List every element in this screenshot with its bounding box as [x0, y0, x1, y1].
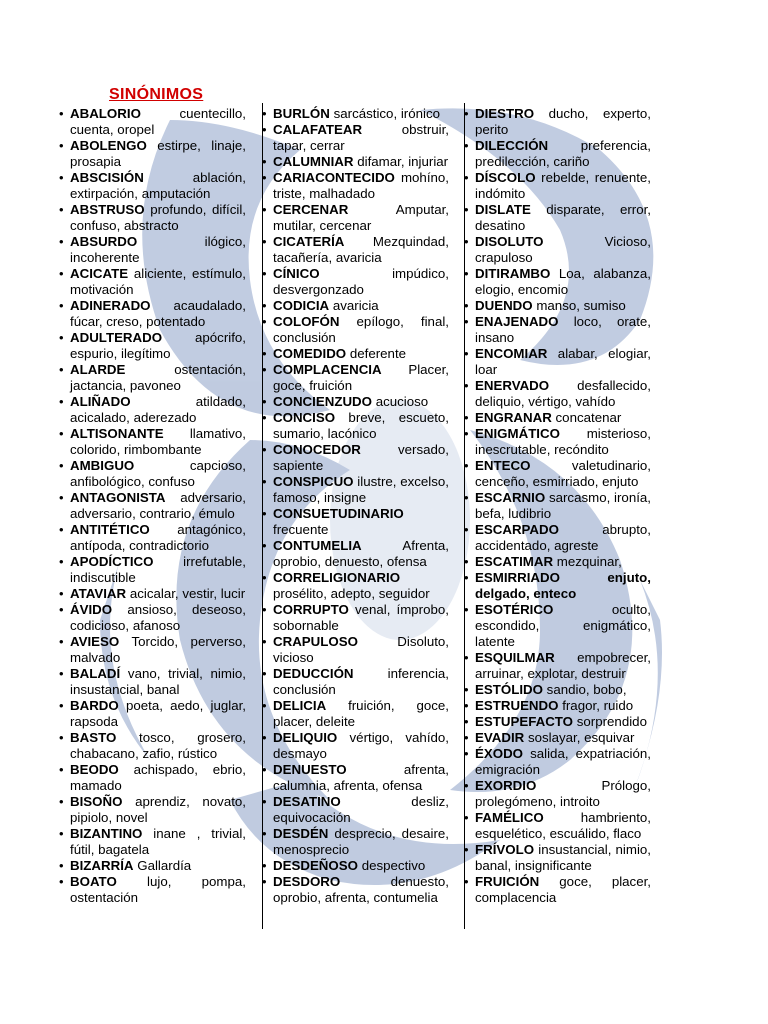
synonym-entry — [261, 170, 449, 202]
entry-definition: lujo, pompa, ostentación — [70, 874, 246, 905]
entry-definition: preferencia, predilección, cariño — [475, 138, 651, 169]
synonym-entry — [261, 730, 449, 762]
synonym-entry — [261, 858, 449, 874]
entry-definition: loco, orate, insano — [475, 314, 651, 345]
entry-definition: inferencia, conclusión — [273, 666, 449, 697]
entry-definition: Disoluto, vicioso — [273, 634, 449, 665]
entry-definition: sandio, bobo, — [546, 682, 627, 697]
entry-term: DESATINO — [273, 794, 341, 809]
synonym-entry — [261, 634, 449, 666]
entry-term: ABSURDO — [70, 234, 138, 249]
entry-definition: Mezquindad, tacañería, avaricia — [273, 234, 449, 265]
entry-term: AVIESO — [70, 634, 120, 649]
synonym-entry — [463, 682, 651, 698]
entry-term: ESTRUENDO — [475, 698, 559, 713]
entry-term: FRUICIÓN — [475, 874, 540, 889]
entry-term: DESDÉN — [273, 826, 329, 841]
entry-term: CICATERÍA — [273, 234, 345, 249]
entry-definition: oculto, escondido, enigmático, latente — [475, 602, 651, 649]
synonym-column-1 — [58, 106, 246, 906]
entry-definition: desprecio, desaire, menosprecio — [273, 826, 449, 857]
entry-term: BALADÍ — [70, 666, 121, 681]
synonym-entry — [58, 874, 246, 906]
entry-term: ADULTERADO — [70, 330, 163, 345]
entry-definition: valetudinario, cenceño, esmirriado, enjuto — [475, 458, 651, 489]
entry-term: CORRELIGIONARIO — [273, 570, 401, 585]
synonym-entry — [58, 202, 246, 234]
entry-definition: adversario, adversario, contrario, émulo — [70, 490, 246, 521]
entry-definition: Gallardía — [137, 858, 192, 873]
entry-term: CONSPICUO — [273, 474, 354, 489]
synonym-entry — [463, 426, 651, 458]
synonym-entry — [58, 554, 246, 586]
synonym-entry — [58, 234, 246, 266]
synonym-entry — [261, 362, 449, 394]
entry-term: ÁVIDO — [70, 602, 113, 617]
synonym-entry — [261, 314, 449, 346]
synonym-entry — [261, 826, 449, 858]
synonym-entry — [463, 410, 651, 426]
entry-term: ESQUILMAR — [475, 650, 555, 665]
synonym-entry — [463, 138, 651, 170]
synonym-entry — [463, 378, 651, 410]
entry-term: ENAJENADO — [475, 314, 559, 329]
entry-term: ESCATIMAR — [475, 554, 554, 569]
entry-term: CODICIA — [273, 298, 330, 313]
entry-definition: misterioso, inescrutable, recóndito — [475, 426, 651, 457]
entry-term: APODÍCTICO — [70, 554, 154, 569]
synonym-entry — [261, 106, 449, 122]
entry-term: DESDORO — [273, 874, 341, 889]
synonym-entry — [58, 522, 246, 554]
synonym-entry — [261, 506, 449, 538]
entry-term: COMPLACENCIA — [273, 362, 382, 377]
synonym-entry — [463, 874, 651, 906]
entry-term: CONCISO — [273, 410, 336, 425]
entry-definition: atildado, acicalado, aderezado — [70, 394, 246, 425]
entry-definition: llamativo, colorido, rimbombante — [70, 426, 246, 457]
entry-term: DUENDO — [475, 298, 533, 313]
synonym-entry — [261, 570, 449, 602]
entry-term: CRAPULOSO — [273, 634, 358, 649]
entry-definition: acucioso — [375, 394, 429, 409]
synonym-entry — [58, 666, 246, 698]
entry-definition: abrupto, accidentado, agreste — [475, 522, 651, 553]
entry-term: CALAFATEAR — [273, 122, 363, 137]
entry-term: CÍNICO — [273, 266, 320, 281]
entry-term: ALARDE — [70, 362, 126, 377]
entry-term: FAMÉLICO — [475, 810, 544, 825]
entry-term: BIZARRÍA — [70, 858, 134, 873]
entry-definition: salida, expatriación, emigración — [475, 746, 651, 777]
entry-term: COLOFÓN — [273, 314, 340, 329]
synonym-entry — [463, 346, 651, 378]
entry-definition: estirpe, linaje, prosapia — [70, 138, 246, 169]
entry-term: DISLATE — [475, 202, 531, 217]
synonym-entry — [463, 602, 651, 650]
entry-definition: insustancial, nimio, banal, insignificante — [475, 842, 651, 873]
entry-term: EVADIR — [475, 730, 525, 745]
synonym-entry — [463, 298, 651, 314]
entry-term: DISOLUTO — [475, 234, 544, 249]
entry-definition: soslayar, esquivar — [527, 730, 635, 745]
entry-term: ABALORIO — [70, 106, 141, 121]
entry-term: BEODO — [70, 762, 119, 777]
synonym-entry — [463, 202, 651, 234]
entry-term: DILECCIÓN — [475, 138, 549, 153]
entry-definition: ostentación, jactancia, pavoneo — [70, 362, 246, 393]
entry-definition: frecuente — [273, 522, 329, 537]
entry-term: CONOCEDOR — [273, 442, 361, 457]
entry-term: COMEDIDO — [273, 346, 347, 361]
entry-definition: alabar, elogiar, loar — [475, 346, 651, 377]
synonym-entry — [58, 458, 246, 490]
entry-term: DITIRAMBO — [475, 266, 551, 281]
entry-term: FRÍVOLO — [475, 842, 535, 857]
entry-definition: ablación, extirpación, amputación — [70, 170, 246, 201]
entry-term: BASTO — [70, 730, 117, 745]
entry-definition: cuentecillo, cuenta, oropel — [70, 106, 246, 137]
synonym-entry — [261, 666, 449, 698]
entry-definition: prosélito, adepto, seguidor — [273, 586, 430, 601]
synonym-entry — [463, 170, 651, 202]
entry-definition: sarcástico, irónico — [333, 106, 441, 121]
entry-definition: desfallecido, deliquio, vértigo, vahído — [475, 378, 651, 409]
entry-definition: irrefutable, indiscutible — [70, 554, 246, 585]
synonym-entry — [261, 346, 449, 362]
synonym-entry — [261, 122, 449, 154]
entry-term: EXORDIO — [475, 778, 537, 793]
entry-definition: aliciente, estímulo, motivación — [70, 266, 246, 297]
entry-term: DÍSCOLO — [475, 170, 536, 185]
entry-term: ABSCISIÓN — [70, 170, 144, 185]
entry-term: ESCARNIO — [475, 490, 546, 505]
synonym-entry — [463, 314, 651, 346]
synonym-entry — [261, 538, 449, 570]
entry-term: BOATO — [70, 874, 117, 889]
entry-definition: enjuto, delgado, enteco — [475, 570, 651, 601]
entry-definition: vértigo, vahído, desmayo — [273, 730, 449, 761]
entry-definition: inane , trivial, fútil, bagatela — [70, 826, 246, 857]
entry-term: ESTUPEFACTO — [475, 714, 574, 729]
entry-term: AMBIGUO — [70, 458, 135, 473]
synonym-entry — [261, 154, 449, 170]
entry-term: CALUMNIAR — [273, 154, 354, 169]
synonym-entry — [58, 490, 246, 522]
entry-definition: denuesto, oprobio, afrenta, contumelia — [273, 874, 449, 905]
synonym-entry — [261, 394, 449, 410]
entry-term: DEDUCCIÓN — [273, 666, 354, 681]
entry-definition: Afrenta, oprobio, denuesto, ofensa — [273, 538, 449, 569]
entry-definition: ilógico, incoherente — [70, 234, 246, 265]
entry-definition: goce, placer, complacencia — [475, 874, 651, 905]
entry-term: DELIQUIO — [273, 730, 338, 745]
entry-definition: empobrecer, arruinar, explotar, destruir — [475, 650, 651, 681]
synonym-entry — [58, 602, 246, 634]
entry-definition: afrenta, calumnia, afrenta, ofensa — [273, 762, 449, 793]
entry-term: ADINERADO — [70, 298, 151, 313]
entry-definition: disparate, error, desatino — [475, 202, 651, 233]
synonym-entry — [58, 426, 246, 458]
synonym-entry — [58, 826, 246, 858]
synonym-entry — [261, 474, 449, 506]
entry-definition: epílogo, final, conclusión — [273, 314, 449, 345]
entry-term: ENERVADO — [475, 378, 550, 393]
synonym-entry — [261, 602, 449, 634]
entry-definition: versado, sapiente — [273, 442, 449, 473]
synonym-entry — [463, 266, 651, 298]
entry-term: CORRUPTO — [273, 602, 349, 617]
entry-definition: manso, sumiso — [536, 298, 626, 313]
entry-term: ABOLENGO — [70, 138, 147, 153]
entry-term: ACICATE — [70, 266, 129, 281]
synonym-entry — [463, 458, 651, 490]
synonym-entry — [261, 794, 449, 826]
entry-definition: breve, escueto, sumario, lacónico — [273, 410, 449, 441]
synonym-entry — [261, 762, 449, 794]
entry-definition: fragor, ruido — [562, 698, 634, 713]
synonym-entry — [58, 634, 246, 666]
entry-term: ÉXODO — [475, 746, 524, 761]
entry-definition: antagónico, antípoda, contradictorio — [70, 522, 246, 553]
synonym-entry — [261, 874, 449, 906]
entry-term: ENIGMÁTICO — [475, 426, 560, 441]
synonym-entry — [58, 170, 246, 202]
entry-definition: Torcido, perverso, malvado — [70, 634, 246, 665]
synonym-entry — [463, 778, 651, 810]
entry-term: DIESTRO — [475, 106, 535, 121]
synonym-entry — [261, 410, 449, 442]
synonym-entry — [58, 858, 246, 874]
entry-definition: Amputar, mutilar, cercenar — [273, 202, 449, 233]
entry-term: CARIACONTECIDO — [273, 170, 395, 185]
entry-term: BISOÑO — [70, 794, 123, 809]
entry-definition: achispado, ebrio, mamado — [70, 762, 246, 793]
entry-definition: ansioso, deseoso, codicioso, afanoso — [70, 602, 246, 633]
entry-definition: tosco, grosero, chabacano, zafio, rústico — [70, 730, 246, 761]
entry-definition: hambriento, esquelético, escuálido, flaco — [475, 810, 651, 841]
entry-term: ENTECO — [475, 458, 531, 473]
synonym-entry — [463, 730, 651, 746]
entry-definition: vano, trivial, nimio, insustancial, banal — [70, 666, 246, 697]
entry-definition: difamar, injuriar — [357, 154, 449, 169]
entry-term: BIZANTINO — [70, 826, 143, 841]
entry-definition: despectivo — [361, 858, 426, 873]
entry-definition: obstruir, tapar, cerrar — [273, 122, 449, 153]
entry-term: ENCOMIAR — [475, 346, 548, 361]
entry-definition: avaricia — [332, 298, 379, 313]
entry-definition: Placer, goce, fruición — [273, 362, 449, 393]
entry-definition: sorprendido — [576, 714, 647, 729]
entry-definition: rebelde, renuente, indómito — [475, 170, 651, 201]
entry-definition: impúdico, desvergonzado — [273, 266, 449, 297]
synonym-entry — [463, 570, 651, 602]
entry-definition: Vicioso, crapuloso — [475, 234, 651, 265]
entry-definition: ducho, experto, perito — [475, 106, 651, 137]
synonym-entry — [58, 266, 246, 298]
synonym-entry — [463, 698, 651, 714]
entry-definition: capcioso, anfibológico, confuso — [70, 458, 246, 489]
entry-term: ALTISONANTE — [70, 426, 164, 441]
entry-term: BURLÓN — [273, 106, 330, 121]
synonym-entry — [463, 746, 651, 778]
synonym-column-3 — [463, 106, 651, 906]
synonym-entry — [58, 362, 246, 394]
entry-definition: fruición, goce, placer, deleite — [273, 698, 449, 729]
entry-definition: deferente — [349, 346, 407, 361]
synonym-entry — [58, 330, 246, 362]
entry-term: ALIÑADO — [70, 394, 131, 409]
entry-term: CONCIENZUDO — [273, 394, 372, 409]
synonym-entry — [261, 266, 449, 298]
entry-definition: Prólogo, prolegómeno, introito — [475, 778, 651, 809]
synonym-entry — [463, 554, 651, 570]
synonym-column-2 — [261, 106, 449, 906]
synonym-entry — [261, 298, 449, 314]
entry-definition: acaudalado, fúcar, creso, potentado — [70, 298, 246, 329]
synonym-entry — [58, 298, 246, 330]
entry-term: BARDO — [70, 698, 119, 713]
entry-definition: sarcasmo, ironía, befa, ludibrio — [475, 490, 651, 521]
entry-term: DESDEÑOSO — [273, 858, 358, 873]
entry-term: DENUESTO — [273, 762, 347, 777]
synonym-entry — [261, 698, 449, 730]
entry-term: CONSUETUDINARIO — [273, 506, 404, 521]
entry-term: CERCENAR — [273, 202, 349, 217]
entry-definition: mezquinar, — [556, 554, 622, 569]
entry-term: CONTUMELIA — [273, 538, 362, 553]
synonym-entry — [58, 762, 246, 794]
entry-term: ESTÓLIDO — [475, 682, 543, 697]
synonym-entry — [463, 106, 651, 138]
entry-definition: ilustre, excelso, famoso, insigne — [273, 474, 449, 505]
entry-definition: profundo, difícil, confuso, abstracto — [70, 202, 246, 233]
entry-definition: desliz, equivocación — [273, 794, 449, 825]
entry-definition: aprendiz, novato, pipiolo, novel — [70, 794, 246, 825]
synonym-entry — [463, 650, 651, 682]
entry-definition: poeta, aedo, juglar, rapsoda — [70, 698, 246, 729]
synonym-entry — [58, 586, 246, 602]
entry-definition: Loa, alabanza, elogio, encomio — [475, 266, 651, 297]
entry-term: ESMIRRIADO — [475, 570, 560, 585]
synonym-entry — [58, 698, 246, 730]
synonym-entry — [58, 730, 246, 762]
synonym-entry — [58, 794, 246, 826]
synonym-entry — [58, 138, 246, 170]
synonym-entry — [463, 810, 651, 842]
entry-term: DELICIA — [273, 698, 327, 713]
entry-term: ESCARPADO — [475, 522, 559, 537]
entry-definition: venal, ímprobo, sobornable — [273, 602, 449, 633]
entry-definition: acicalar, vestir, lucir — [129, 586, 246, 601]
synonym-entry — [261, 202, 449, 234]
synonym-entry — [261, 234, 449, 266]
synonym-entry — [58, 106, 246, 138]
synonym-entry — [463, 842, 651, 874]
entry-definition: apócrifo, espurio, ilegítimo — [70, 330, 246, 361]
entry-term: ABSTRUSO — [70, 202, 145, 217]
synonym-entry — [463, 522, 651, 554]
entry-term: ATAVIAR — [70, 586, 127, 601]
entry-definition: mohíno, triste, malhadado — [273, 170, 449, 201]
entry-term: ESOTÉRICO — [475, 602, 554, 617]
synonym-entry — [463, 234, 651, 266]
entry-term: ANTAGONISTA — [70, 490, 166, 505]
page-title: SINÓNIMOS — [109, 86, 204, 103]
synonym-entry — [261, 442, 449, 474]
entry-term: ANTITÉTICO — [70, 522, 150, 537]
synonym-entry — [58, 394, 246, 426]
entry-definition: concatenar — [555, 410, 622, 425]
entry-term: ENGRANAR — [475, 410, 552, 425]
synonym-entry — [463, 714, 651, 730]
synonym-entry — [463, 490, 651, 522]
